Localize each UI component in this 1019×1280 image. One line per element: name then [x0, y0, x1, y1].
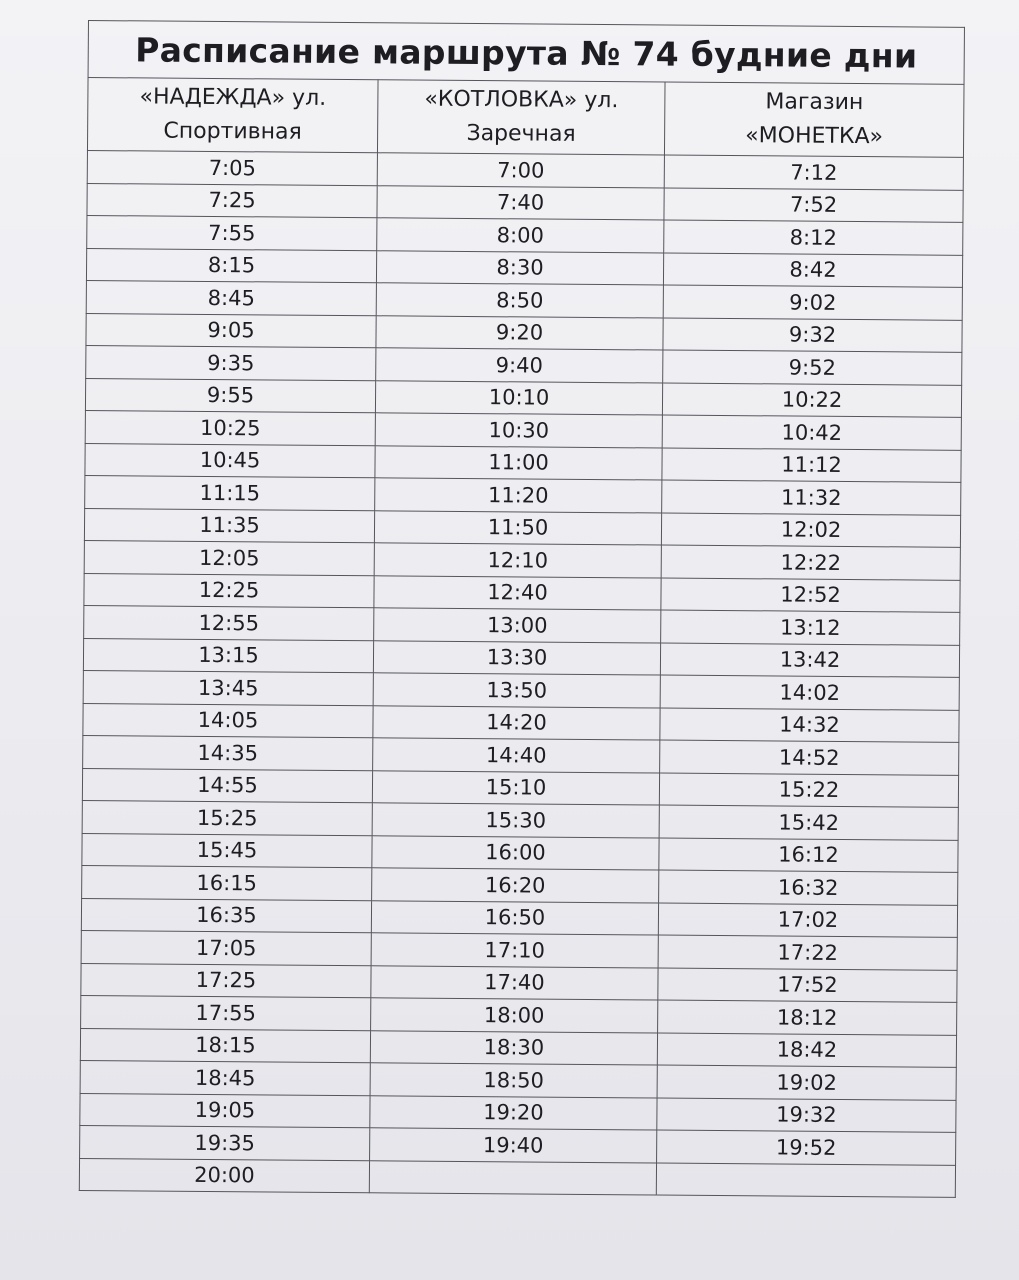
column-header-kotlovka	[377, 80, 665, 155]
time-cell: 19:35	[80, 1125, 370, 1160]
time-cell: 15:10	[372, 770, 659, 805]
time-cell: 9:02	[663, 285, 962, 320]
time-cell: 12:55	[84, 605, 374, 640]
time-cell: 16:15	[82, 865, 372, 900]
time-cell: 17:05	[81, 930, 371, 965]
schedule-sheet	[79, 20, 964, 1223]
time-cell: 19:32	[657, 1098, 956, 1133]
time-cell: 16:32	[659, 870, 958, 905]
time-cell: 7:12	[664, 155, 963, 190]
time-cell: 14:40	[373, 738, 660, 773]
time-cell: 14:35	[83, 735, 373, 770]
time-cell: 10:45	[85, 443, 375, 478]
time-cell: 17:02	[658, 903, 957, 938]
column-header-nadezhda	[87, 78, 378, 153]
time-cell: 9:32	[663, 318, 962, 353]
time-cell: 11:00	[375, 445, 662, 480]
time-cell: 15:30	[372, 803, 659, 838]
time-cell: 8:50	[376, 283, 663, 318]
time-cell: 7:05	[87, 150, 377, 185]
time-cell: 11:35	[84, 508, 374, 543]
time-cell: 17:25	[81, 963, 371, 998]
time-cell: 13:15	[83, 638, 373, 673]
time-cell: 9:20	[376, 315, 663, 350]
schedule-body	[79, 150, 963, 1197]
time-cell: 7:00	[377, 153, 664, 188]
table-row	[79, 1158, 955, 1197]
time-cell: 12:25	[84, 573, 374, 608]
time-cell: 12:10	[374, 543, 661, 578]
time-cell: 13:12	[661, 610, 960, 645]
time-cell: 17:10	[371, 933, 658, 968]
time-cell: 13:45	[83, 670, 373, 705]
time-cell: 14:05	[83, 703, 373, 738]
time-cell: 13:50	[373, 673, 660, 708]
time-cell: 14:52	[660, 740, 959, 775]
time-cell: 8:30	[376, 250, 663, 285]
time-cell: 18:12	[658, 1000, 957, 1035]
time-cell: 12:22	[661, 545, 960, 580]
time-cell: 19:40	[370, 1128, 657, 1163]
time-cell: 18:00	[371, 998, 658, 1033]
time-cell: 19:20	[370, 1095, 657, 1130]
time-cell: 7:52	[664, 188, 963, 223]
column-header-line: Магазин	[765, 89, 864, 116]
time-cell: 19:05	[80, 1093, 370, 1128]
time-cell: 18:45	[80, 1060, 370, 1095]
time-cell: 9:52	[663, 350, 962, 385]
time-cell: 20:00	[79, 1158, 369, 1193]
time-cell	[656, 1163, 955, 1198]
time-cell: 10:22	[662, 383, 961, 418]
time-cell: 10:42	[662, 415, 961, 450]
time-cell: 11:20	[375, 478, 662, 513]
time-cell: 9:05	[86, 313, 376, 348]
column-header-line: «НАДЕЖДА» ул.	[139, 84, 327, 111]
time-cell: 16:00	[372, 835, 659, 870]
time-cell: 15:25	[82, 800, 372, 835]
time-cell: 9:55	[85, 378, 375, 413]
time-cell: 9:35	[86, 345, 376, 380]
time-cell: 11:50	[374, 510, 661, 545]
time-cell: 17:40	[371, 965, 658, 1000]
time-cell: 8:42	[663, 253, 962, 288]
time-cell: 18:15	[80, 1028, 370, 1063]
time-cell: 10:25	[85, 410, 375, 445]
time-cell: 12:05	[84, 540, 374, 575]
time-cell: 15:42	[659, 805, 958, 840]
time-cell: 14:55	[82, 768, 372, 803]
time-cell: 16:35	[81, 898, 371, 933]
time-cell: 16:20	[372, 868, 659, 903]
time-cell: 11:15	[85, 475, 375, 510]
time-cell: 18:42	[657, 1033, 956, 1068]
time-cell: 17:55	[81, 995, 371, 1030]
time-cell: 18:50	[370, 1063, 657, 1098]
time-cell: 7:55	[87, 215, 377, 250]
time-cell: 10:30	[375, 413, 662, 448]
time-cell	[369, 1160, 656, 1195]
time-cell: 12:52	[661, 578, 960, 613]
time-cell: 11:12	[662, 448, 961, 483]
time-cell: 8:15	[86, 248, 376, 283]
column-header-line: Заречная	[466, 120, 576, 147]
time-cell: 17:22	[658, 935, 957, 970]
schedule-table	[79, 20, 965, 1198]
time-cell: 12:40	[374, 575, 661, 610]
time-cell: 16:50	[371, 900, 658, 935]
time-cell: 14:32	[660, 708, 959, 743]
time-cell: 17:52	[658, 968, 957, 1003]
time-cell: 19:52	[657, 1130, 956, 1165]
time-cell: 7:40	[377, 185, 664, 220]
column-header-line: Спортивная	[163, 118, 302, 145]
time-cell: 8:00	[377, 218, 664, 253]
column-header-monetka	[664, 82, 964, 157]
time-cell: 14:02	[660, 675, 959, 710]
time-cell: 13:42	[660, 643, 959, 678]
time-cell: 8:45	[86, 280, 376, 315]
time-cell: 7:25	[87, 183, 377, 218]
time-cell: 19:02	[657, 1065, 956, 1100]
time-cell: 12:02	[661, 513, 960, 548]
time-cell: 18:30	[370, 1030, 657, 1065]
column-header-line: «МОНЕТКА»	[745, 123, 884, 150]
time-cell: 15:22	[659, 773, 958, 808]
time-cell: 15:45	[82, 833, 372, 868]
time-cell: 8:12	[664, 220, 963, 255]
schedule-title: Расписание маршрута № 74 будние дни	[88, 21, 964, 85]
time-cell: 13:30	[373, 640, 660, 675]
time-cell: 11:32	[662, 480, 961, 515]
time-cell: 9:40	[376, 348, 663, 383]
time-cell: 13:00	[374, 608, 661, 643]
column-header-line: «КОТЛОВКА» ул.	[424, 86, 619, 114]
time-cell: 16:12	[659, 838, 958, 873]
time-cell: 10:10	[375, 380, 662, 415]
time-cell: 14:20	[373, 705, 660, 740]
